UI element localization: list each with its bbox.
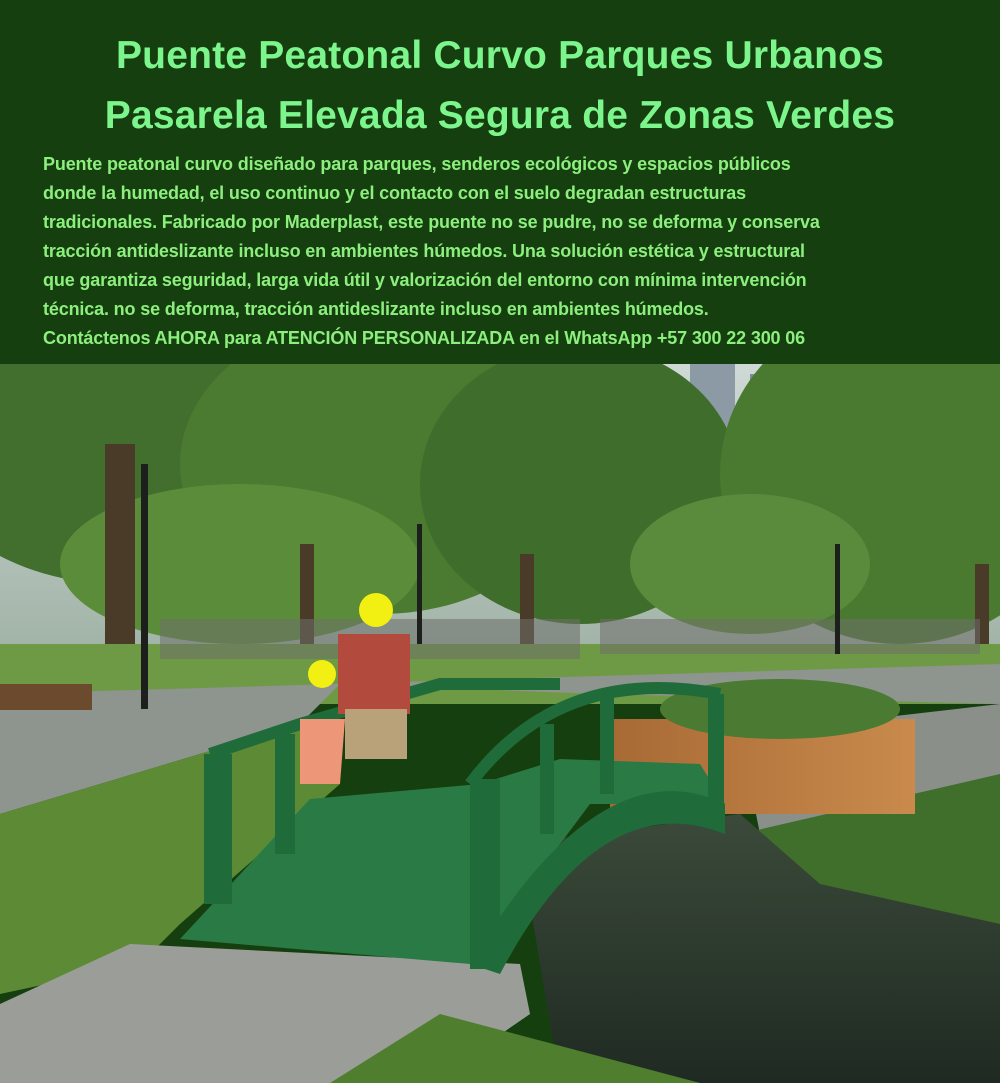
description-line: tracción antideslizante incluso en ambientes húmedos. Una solución estética y estructural bbox=[43, 241, 805, 261]
description-line: técnica. no se deforma, tracción antideslizante incluso en ambientes húmedos. bbox=[43, 299, 709, 319]
description-line: donde la humedad, el uso continuo y el contacto con el suelo degradan estructuras bbox=[43, 183, 746, 203]
crowd bbox=[160, 619, 980, 659]
description-line: Puente peatonal curvo diseñado para parques, senderos ecológicos y espacios públicos bbox=[43, 154, 791, 174]
bench bbox=[0, 684, 92, 710]
description-line: que garantiza seguridad, larga vida útil y valorización del entorno con mínima intervención bbox=[43, 270, 807, 290]
title-line-2: Pasarela Elevada Segura de Zonas Verdes bbox=[104, 94, 896, 137]
header-banner bbox=[0, 0, 1000, 364]
description bbox=[43, 150, 820, 353]
title-line-1: Puente Peatonal Curvo Parques Urbanos bbox=[115, 34, 885, 77]
description-line: tradicionales. Fabricado por Maderplast, este puente no se pudre, no se deforma y conserva bbox=[43, 212, 820, 232]
park-bridge-photo bbox=[0, 364, 1000, 1083]
tree-canopy bbox=[0, 364, 1000, 644]
contact-line: Contáctenos AHORA para ATENCIÓN PERSONALIZADA en el WhatsApp +57 300 22 300 06 bbox=[43, 328, 805, 348]
